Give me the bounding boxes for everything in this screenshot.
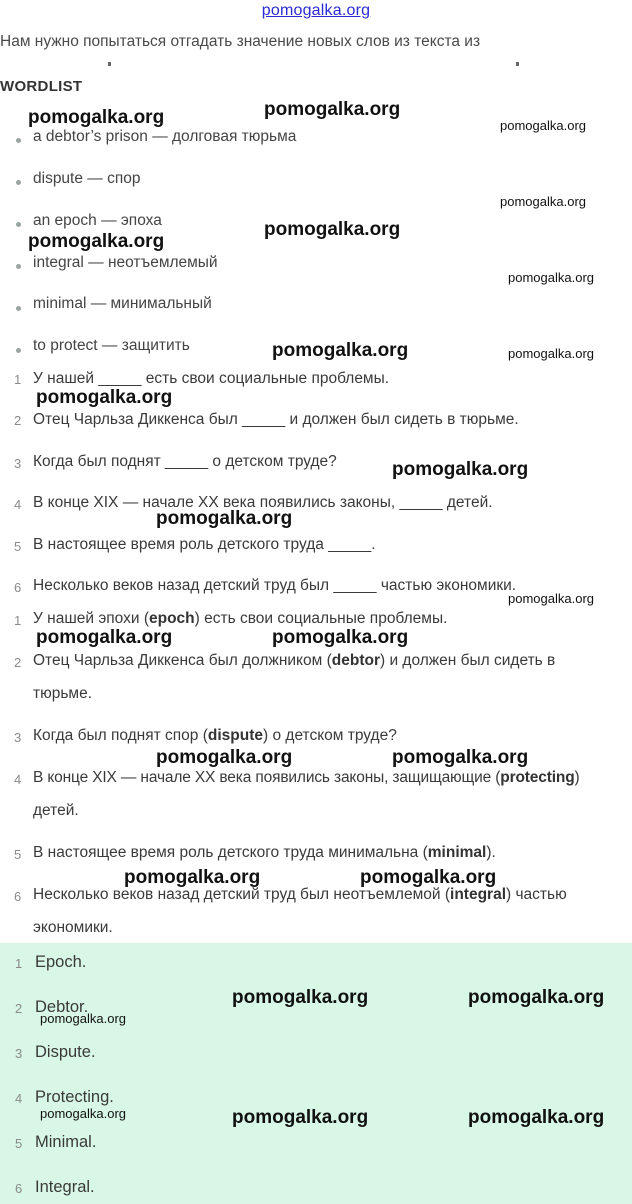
bullet-icon bbox=[16, 348, 21, 353]
translation-sentence: В конце XIX — начале XX века появились законы, защищающие (protecting) bbox=[33, 769, 580, 786]
translation-sentence-continued: экономики. bbox=[33, 919, 113, 936]
item-number: 6 bbox=[14, 580, 22, 595]
wordlist-item: to protect — защитить bbox=[33, 337, 190, 354]
item-number: 2 bbox=[14, 655, 22, 670]
wordlist-item: an epoch — эпоха bbox=[33, 212, 162, 229]
wordlist-item: dispute — спор bbox=[33, 170, 141, 187]
wordlist-item: a debtor’s prison — долговая тюрьма bbox=[33, 128, 297, 145]
watermark: pomogalka.org bbox=[272, 627, 409, 648]
wordlist-item: minimal — минимальный bbox=[33, 295, 212, 312]
bullet-icon bbox=[16, 138, 21, 143]
item-number: 4 bbox=[14, 772, 22, 787]
translation-sentence-continued: тюрьме. bbox=[33, 685, 93, 702]
translation-sentence: Отец Чарльза Диккенса был должником (debtor) и должен был сидеть в bbox=[33, 652, 556, 669]
exercise-sentence: В конце XIX — начале XX века появились законы, _____ детей. bbox=[33, 494, 493, 511]
watermark: pomogalka.org bbox=[392, 459, 529, 480]
wordlist-item: integral — неотъемлемый bbox=[33, 254, 218, 271]
watermark: pomogalka.org bbox=[124, 867, 261, 888]
item-number: 3 bbox=[14, 730, 22, 745]
bullet-icon bbox=[16, 306, 21, 311]
item-number: 5 bbox=[14, 847, 22, 862]
watermark: pomogalka.org bbox=[40, 1106, 126, 1121]
translation-sentence: В настоящее время роль детского труда минимальна (minimal). bbox=[33, 844, 496, 861]
translation-sentence-continued: детей. bbox=[33, 802, 79, 819]
answer-number: 3 bbox=[15, 1046, 23, 1061]
item-number: 6 bbox=[14, 889, 22, 904]
answer-number: 4 bbox=[15, 1091, 23, 1106]
exercise-sentence: Отец Чарльза Диккенса был _____ и должен был сидеть в тюрьме. bbox=[33, 411, 519, 428]
item-number: 1 bbox=[14, 372, 22, 387]
item-number: 1 bbox=[14, 613, 22, 628]
answer-item: Protecting. bbox=[35, 1088, 114, 1106]
exercise-sentence: В настоящее время роль детского труда _____. bbox=[33, 536, 376, 553]
watermark: pomogalka.org bbox=[500, 194, 586, 209]
answer-item: Epoch. bbox=[35, 953, 87, 971]
watermark: pomogalka.org bbox=[28, 231, 165, 252]
watermark: pomogalka.org bbox=[156, 747, 293, 768]
watermark: pomogalka.org bbox=[392, 747, 529, 768]
bullet-icon bbox=[16, 180, 21, 185]
item-number: 4 bbox=[14, 497, 22, 512]
watermark: pomogalka.org bbox=[468, 987, 605, 1008]
item-number: 3 bbox=[14, 456, 22, 471]
watermark: pomogalka.org bbox=[272, 340, 409, 361]
watermark: pomogalka.org bbox=[508, 270, 594, 285]
watermark: pomogalka.org bbox=[264, 219, 401, 240]
answers-panel bbox=[0, 943, 632, 1204]
answer-item: Integral. bbox=[35, 1178, 95, 1196]
translation-sentence: У нашей эпохи (epoch) есть свои социальные проблемы. bbox=[33, 610, 448, 627]
watermark: pomogalka.org bbox=[28, 107, 165, 128]
exercise-sentence: Когда был поднят _____ о детском труде? bbox=[33, 453, 337, 470]
intro-text: Нам нужно попытаться отгадать значение новых слов из текста из bbox=[0, 33, 481, 50]
wordlist-title: WORDLIST bbox=[0, 78, 83, 95]
translation-sentence: Несколько веков назад детский труд был неотъемлемой (integral) частью bbox=[33, 886, 567, 903]
answer-number: 2 bbox=[15, 1001, 23, 1016]
answer-item: Dispute. bbox=[35, 1043, 96, 1061]
watermark: pomogalka.org bbox=[264, 99, 401, 120]
watermark: pomogalka.org bbox=[156, 508, 293, 529]
watermark: pomogalka.org bbox=[360, 867, 497, 888]
answer-item: Minimal. bbox=[35, 1133, 97, 1151]
item-number: 2 bbox=[14, 413, 22, 428]
watermark: pomogalka.org bbox=[468, 1107, 605, 1128]
exercise-sentence: У нашей _____ есть свои социальные проблемы. bbox=[33, 370, 390, 387]
answer-number: 5 bbox=[15, 1136, 23, 1151]
answer-number: 6 bbox=[15, 1181, 23, 1196]
item-number: 5 bbox=[14, 539, 22, 554]
watermark: pomogalka.org bbox=[40, 1011, 126, 1026]
answer-item: Debtor. bbox=[35, 998, 89, 1016]
watermark: pomogalka.org bbox=[232, 987, 369, 1008]
site-link[interactable]: pomogalka.org bbox=[261, 2, 371, 19]
watermark: pomogalka.org bbox=[232, 1107, 369, 1128]
bullet-icon bbox=[16, 264, 21, 269]
bullet-icon bbox=[16, 222, 21, 227]
watermark: pomogalka.org bbox=[36, 387, 173, 408]
answer-number: 1 bbox=[15, 956, 23, 971]
watermark: pomogalka.org bbox=[36, 627, 173, 648]
watermark: pomogalka.org bbox=[508, 346, 594, 361]
watermark: pomogalka.org bbox=[500, 118, 586, 133]
cut-off-text-line bbox=[96, 62, 526, 68]
translation-sentence: Когда был поднят спор (dispute) о детском труде? bbox=[33, 727, 397, 744]
exercise-sentence: Несколько веков назад детский труд был _____ частью экономики. bbox=[33, 577, 517, 594]
watermark: pomogalka.org bbox=[508, 591, 594, 606]
